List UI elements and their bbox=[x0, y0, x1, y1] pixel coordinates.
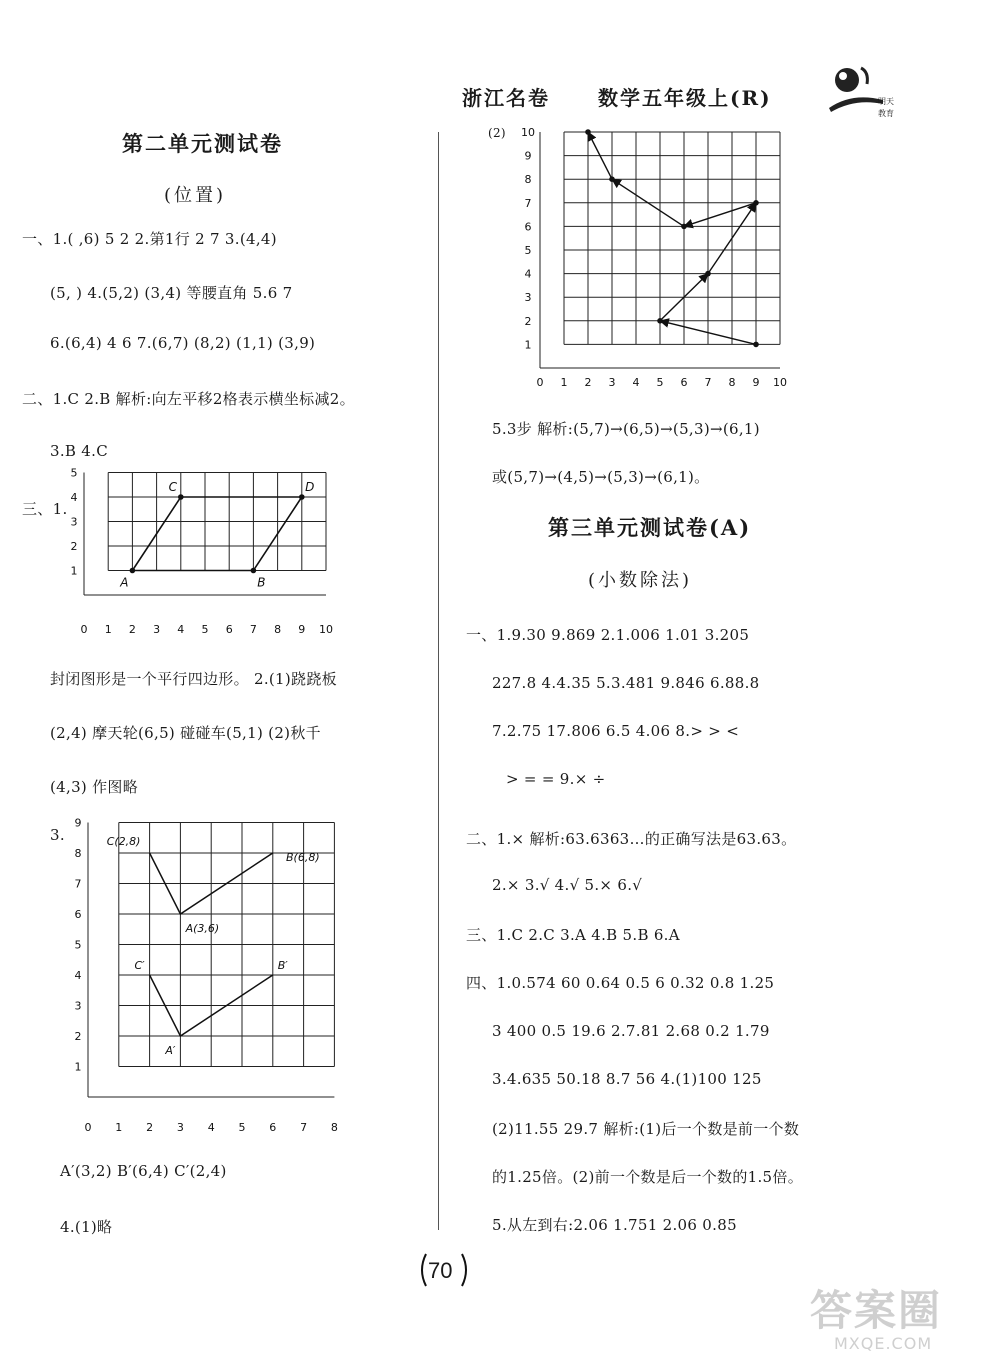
answer-line: A′(3,2) B′(6,4) C′(2,4) bbox=[60, 1162, 227, 1180]
point-label: A′ bbox=[165, 1044, 176, 1057]
path-point bbox=[585, 129, 591, 135]
x-tick-label: 4 bbox=[177, 623, 185, 636]
x-tick-label: 1 bbox=[115, 1121, 123, 1134]
path-arrow bbox=[684, 203, 756, 227]
x-tick-label: 5 bbox=[201, 623, 209, 636]
x-tick-label: 10 bbox=[319, 623, 333, 636]
watermark-sub: MXQE.COM bbox=[834, 1334, 933, 1353]
x-tick-label: 4 bbox=[207, 1121, 215, 1134]
y-tick-label: 3 bbox=[524, 291, 532, 305]
answer-line: (5, ) 4.(5,2) (3,4) 等腰直角 5.6 7 bbox=[50, 284, 293, 302]
y-tick-label: 7 bbox=[524, 196, 532, 210]
q3-label: 3. bbox=[50, 826, 65, 844]
x-tick-label: 0 bbox=[80, 623, 88, 636]
path-point bbox=[657, 318, 663, 324]
header-subject: 数学五年级上(R) bbox=[598, 86, 772, 110]
graph-path bbox=[518, 124, 818, 402]
path-point bbox=[753, 342, 759, 348]
x-tick-label: 7 bbox=[704, 376, 712, 389]
x-tick-label: 7 bbox=[300, 1121, 308, 1134]
answer-line: 5.3步 解析:(5,7)→(6,5)→(5,3)→(6,1) bbox=[492, 420, 760, 438]
x-tick-label: 0 bbox=[84, 1121, 92, 1134]
x-tick-label: 3 bbox=[153, 623, 161, 636]
answer-line: 二、1.× 解析:63.6363…的正确写法是63.63。 bbox=[466, 830, 797, 848]
point-label: B′ bbox=[277, 959, 288, 972]
x-tick-label: 8 bbox=[274, 623, 282, 636]
logo-text-2: 教育 bbox=[878, 109, 894, 118]
answer-line: 3.B 4.C bbox=[50, 442, 108, 460]
x-tick-label: 1 bbox=[104, 623, 112, 636]
answer-line: 2.× 3.√ 4.√ 5.× 6.√ bbox=[492, 876, 643, 894]
unit3-subtitle: (小数除法) bbox=[588, 570, 693, 591]
answer-line: 5.从左到右:2.06 1.751 2.06 0.85 bbox=[492, 1216, 737, 1234]
y-tick-label: 9 bbox=[74, 816, 82, 830]
answer-line: 三、1.C 2.C 3.A 4.B 5.B 6.A bbox=[466, 926, 680, 944]
answer-line: 二、1.C 2.B 解析:向左平移2格表示横坐标减2。 bbox=[22, 390, 355, 408]
point-D bbox=[299, 494, 305, 500]
x-tick-label: 2 bbox=[146, 1121, 154, 1134]
answer-line: (2,4) 摩天轮(6,5) 碰碰车(5,1) (2)秋千 bbox=[50, 724, 321, 742]
answer-line: > = = 9.× ÷ bbox=[506, 770, 606, 788]
answer-line: 3.4.635 50.18 8.7 56 4.(1)100 125 bbox=[492, 1070, 762, 1088]
y-tick-label: 3 bbox=[74, 999, 82, 1013]
x-tick-label: 6 bbox=[225, 623, 233, 636]
point-B bbox=[251, 568, 257, 574]
x-tick-label: 8 bbox=[330, 1121, 338, 1134]
point-label: C′ bbox=[134, 959, 145, 972]
x-tick-label: 1 bbox=[560, 376, 568, 389]
graph-parallelogram bbox=[68, 466, 348, 640]
answer-line: 或(5,7)→(4,5)→(5,3)→(6,1)。 bbox=[492, 468, 710, 486]
header-book: 浙江名卷 bbox=[462, 86, 550, 110]
x-tick-label: 2 bbox=[584, 376, 592, 389]
answer-line: 3 400 0.5 19.6 2.7.81 2.68 0.2 1.79 bbox=[492, 1022, 770, 1040]
y-tick-label: 1 bbox=[524, 338, 532, 352]
y-tick-label: 4 bbox=[524, 267, 532, 281]
path-point bbox=[681, 224, 687, 230]
x-tick-label: 2 bbox=[128, 623, 136, 636]
y-tick-label: 4 bbox=[74, 969, 82, 982]
y-tick-label: 5 bbox=[70, 466, 78, 480]
logo-text-1: 明天 bbox=[878, 97, 894, 106]
x-tick-label: 0 bbox=[536, 376, 544, 389]
answer-line: 三、1. bbox=[22, 500, 68, 518]
y-tick-label: 8 bbox=[74, 847, 82, 860]
y-tick-label: 3 bbox=[70, 515, 78, 529]
x-tick-label: 5 bbox=[656, 376, 664, 389]
x-tick-label: 4 bbox=[632, 376, 640, 389]
x-tick-label: 6 bbox=[680, 376, 688, 389]
point-label-B: B bbox=[257, 575, 266, 590]
x-tick-label: 7 bbox=[249, 623, 257, 636]
x-tick-label: 6 bbox=[269, 1121, 277, 1134]
answer-line: 四、1.0.574 60 0.64 0.5 6 0.32 0.8 1.25 bbox=[466, 974, 775, 992]
point-label: A(3,6) bbox=[185, 922, 220, 935]
y-tick-label: 8 bbox=[524, 173, 532, 187]
y-tick-label: 7 bbox=[74, 877, 82, 891]
point-label: B(6,8) bbox=[285, 851, 320, 864]
answer-line: 一、1.9.30 9.869 2.1.006 1.01 3.205 bbox=[466, 626, 750, 644]
path-point bbox=[753, 200, 759, 206]
answer-line: 4.(1)略 bbox=[60, 1218, 113, 1236]
logo-icon bbox=[827, 62, 885, 114]
answer-line: 的1.25倍。(2)前一个数是后一个数的1.5倍。 bbox=[492, 1168, 804, 1186]
y-tick-label: 9 bbox=[524, 149, 532, 163]
unit3-title: 第三单元测试卷(A) bbox=[548, 515, 752, 540]
point-label-C: C bbox=[168, 480, 177, 494]
x-tick-label: 9 bbox=[752, 376, 760, 389]
watermark-main: 答案圈 bbox=[810, 1286, 943, 1335]
answer-line: 一、1.( ,6) 5 2 2.第1行 2 7 3.(4,4) bbox=[22, 230, 277, 248]
page-number: 70 bbox=[428, 1258, 453, 1283]
y-tick-label: 2 bbox=[74, 1030, 82, 1043]
y-tick-label: 10 bbox=[521, 126, 535, 139]
graph-translation bbox=[68, 816, 368, 1134]
point-label-D: D bbox=[305, 480, 315, 494]
unit2-title: 第二单元测试卷 bbox=[122, 131, 283, 156]
parallelogram-shape bbox=[132, 497, 301, 571]
y-tick-label: 6 bbox=[74, 908, 82, 921]
x-tick-label: 3 bbox=[176, 1121, 184, 1134]
x-tick-label: 9 bbox=[298, 623, 306, 636]
answer-line: (4,3) 作图略 bbox=[50, 778, 139, 796]
answer-line: 227.8 4.4.35 5.3.481 9.846 6.88.8 bbox=[492, 674, 760, 692]
y-tick-label: 6 bbox=[524, 220, 532, 234]
answer-line: 封闭图形是一个平行四边形。 2.(1)跷跷板 bbox=[50, 670, 337, 688]
column-divider bbox=[438, 132, 439, 1230]
y-tick-label: 1 bbox=[70, 564, 78, 578]
y-tick-label: 1 bbox=[74, 1060, 82, 1074]
answer-line: 6.(6,4) 4 6 7.(6,7) (8,2) (1,1) (3,9) bbox=[50, 334, 316, 352]
x-tick-label: 10 bbox=[773, 376, 787, 389]
y-tick-label: 4 bbox=[70, 491, 78, 504]
y-tick-label: 2 bbox=[524, 314, 532, 328]
path-point bbox=[609, 176, 615, 182]
y-tick-label: 2 bbox=[70, 540, 78, 553]
point-A bbox=[130, 568, 136, 574]
x-tick-label: 5 bbox=[238, 1121, 246, 1134]
point-label: C(2,8) bbox=[106, 835, 141, 848]
point-C bbox=[178, 494, 184, 500]
q2-label: (2) bbox=[488, 126, 506, 140]
unit2-subtitle: (位置) bbox=[164, 185, 227, 206]
y-tick-label: 5 bbox=[524, 244, 532, 257]
answer-line: (2)11.55 29.7 解析:(1)后一个数是前一个数 bbox=[492, 1120, 800, 1138]
answer-line: 7.2.75 17.806 6.5 4.06 8.> > < bbox=[492, 722, 740, 740]
point-label-A: A bbox=[120, 575, 129, 590]
path-point bbox=[705, 271, 711, 277]
x-tick-label: 8 bbox=[728, 376, 736, 389]
y-tick-label: 5 bbox=[74, 938, 82, 952]
x-tick-label: 3 bbox=[608, 376, 616, 389]
